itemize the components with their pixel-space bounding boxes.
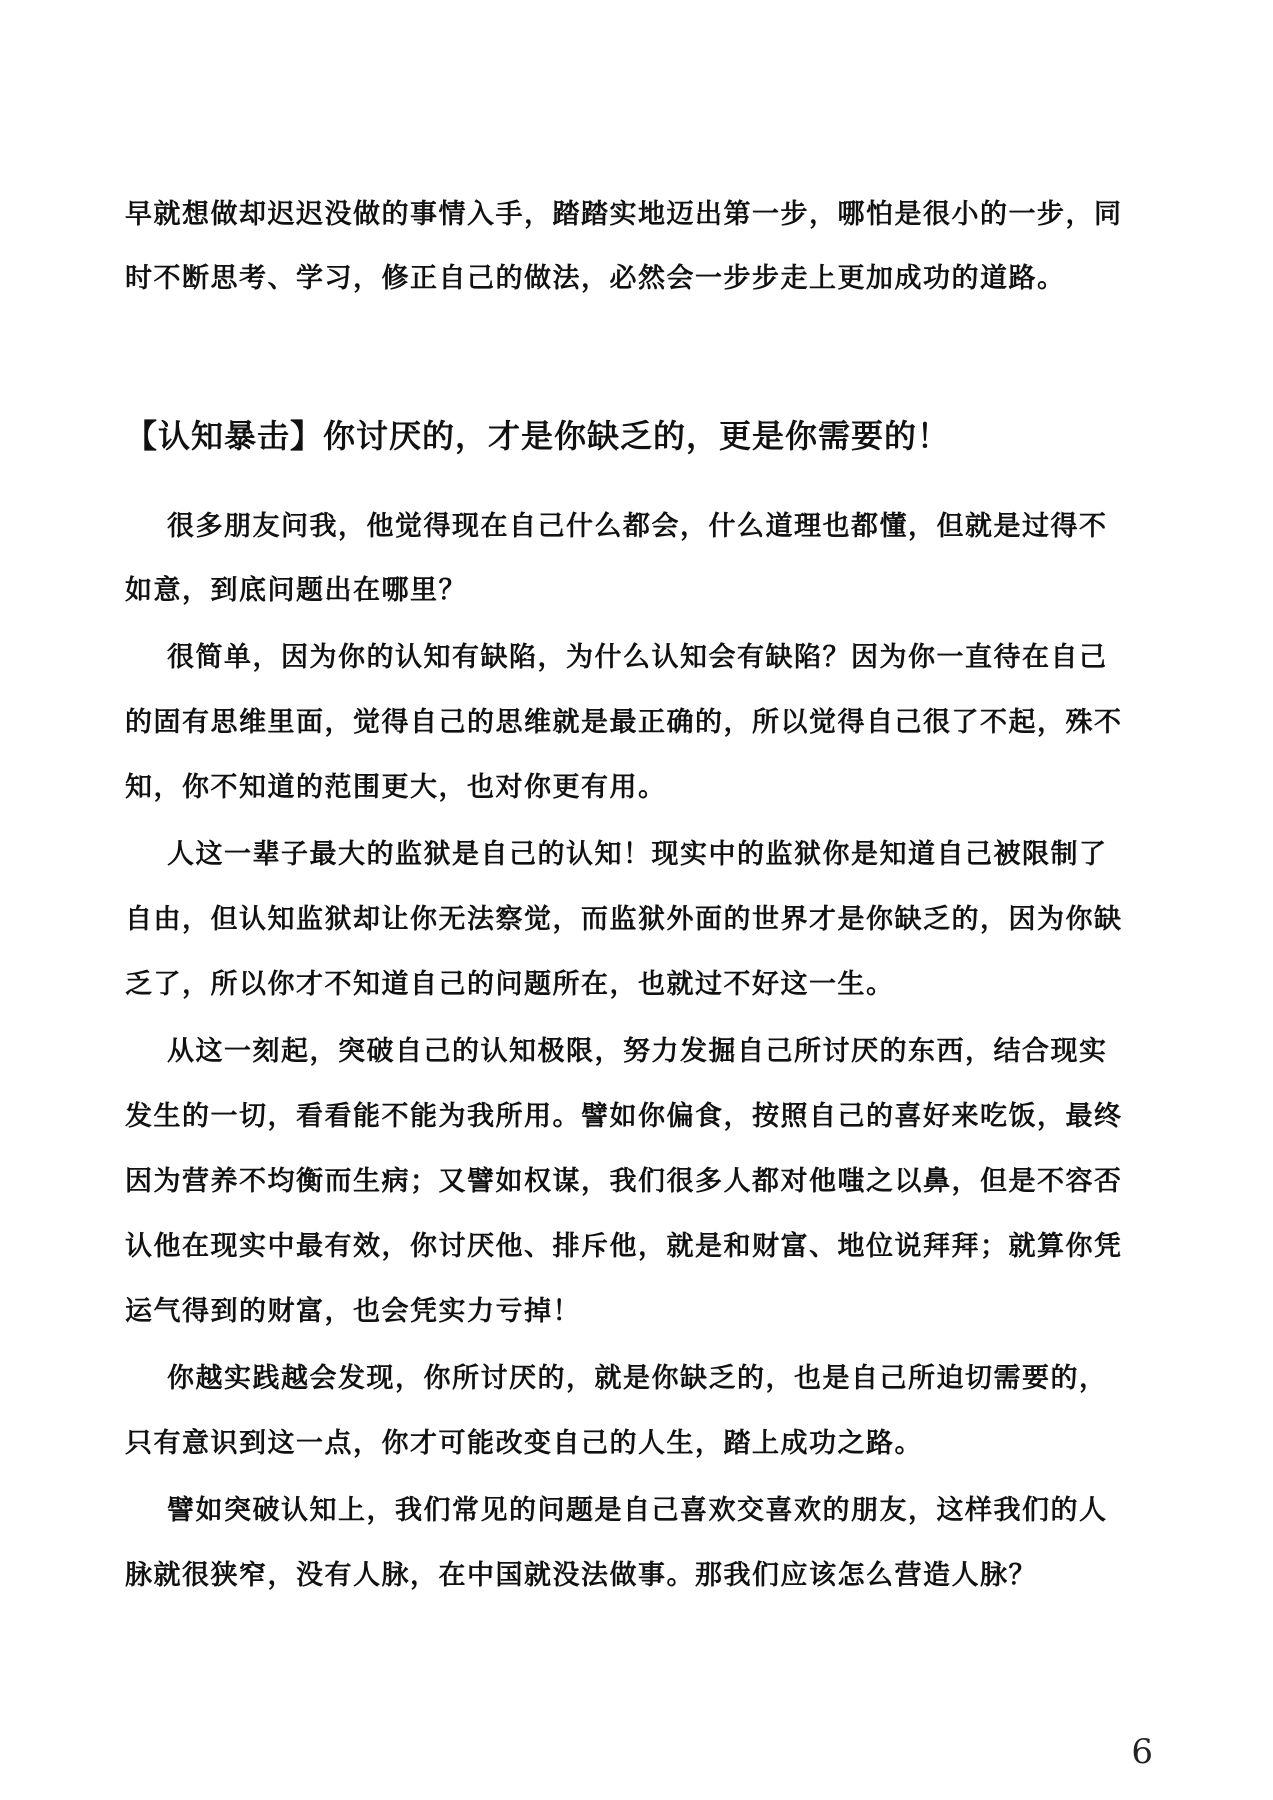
text-line: 脉就很狭窄，没有人脉，在中国就没法做事。那我们应该怎么营造人脉？ — [125, 1560, 1037, 1591]
text-line: 乏了，所以你才不知道自己的问题所在，也就过不好这一生。 — [125, 969, 895, 1000]
text-line: 发生的一切，看看能不能为我所用。譬如你偏食，按照自己的喜好来吃饭，最终 — [125, 1101, 1123, 1132]
paragraph-start-line: 譬如突破认知上，我们常见的问题是自己喜欢交喜欢的朋友，这样我们的人 — [167, 1495, 1108, 1526]
text-line: 认他在现实中最有效，你讨厌他、排斥他，就是和财富、地位说拜拜；就算你凭 — [125, 1231, 1123, 1262]
text-line: 只有意识到这一点，你才可能改变自己的人生，踏上成功之路。 — [125, 1428, 923, 1459]
text-line: 自由，但认知监狱却让你无法察觉，而监狱外面的世界才是你缺乏的，因为你缺 — [125, 904, 1123, 935]
text-line: 如意，到底问题出在哪里？ — [125, 575, 467, 606]
text-line: 运气得到的财富，也会凭实力亏掉！ — [125, 1296, 581, 1327]
paragraph-start-line: 很多朋友问我，他觉得现在自己什么都会，什么道理也都懂，但就是过得不 — [167, 511, 1108, 542]
paragraph-start-line: 人这一辈子最大的监狱是自己的认知！现实中的监狱你是知道自己被限制了 — [167, 839, 1108, 870]
text-line: 因为营养不均衡而生病；又譬如权谋，我们很多人都对他嗤之以鼻，但是不容否 — [125, 1166, 1123, 1197]
text-line: 早就想做却迟迟没做的事情入手，踏踏实地迈出第一步，哪怕是很小的一步，同 — [125, 199, 1123, 230]
paragraph-start-line: 从这一刻起，突破自己的认知极限，努力发掘自己所讨厌的东西，结合现实 — [167, 1036, 1108, 1067]
text-line: 时不断思考、学习，修正自己的做法，必然会一步步走上更加成功的道路。 — [125, 263, 1066, 294]
section-heading: 【认知暴击】你讨厌的，才是你缺乏的，更是你需要的！ — [125, 417, 951, 455]
text-line: 的固有思维里面，觉得自己的思维就是最正确的，所以觉得自己很了不起，殊不 — [125, 707, 1123, 738]
paragraph-start-line: 你越实践越会发现，你所讨厌的，就是你缺乏的，也是自己所迫切需要的， — [167, 1363, 1108, 1394]
text-line: 知，你不知道的范围更大，也对你更有用。 — [125, 772, 667, 803]
page-number: 6 — [1131, 1732, 1153, 1772]
paragraph-start-line: 很简单，因为你的认知有缺陷，为什么认知会有缺陷？因为你一直待在自己 — [167, 642, 1108, 673]
